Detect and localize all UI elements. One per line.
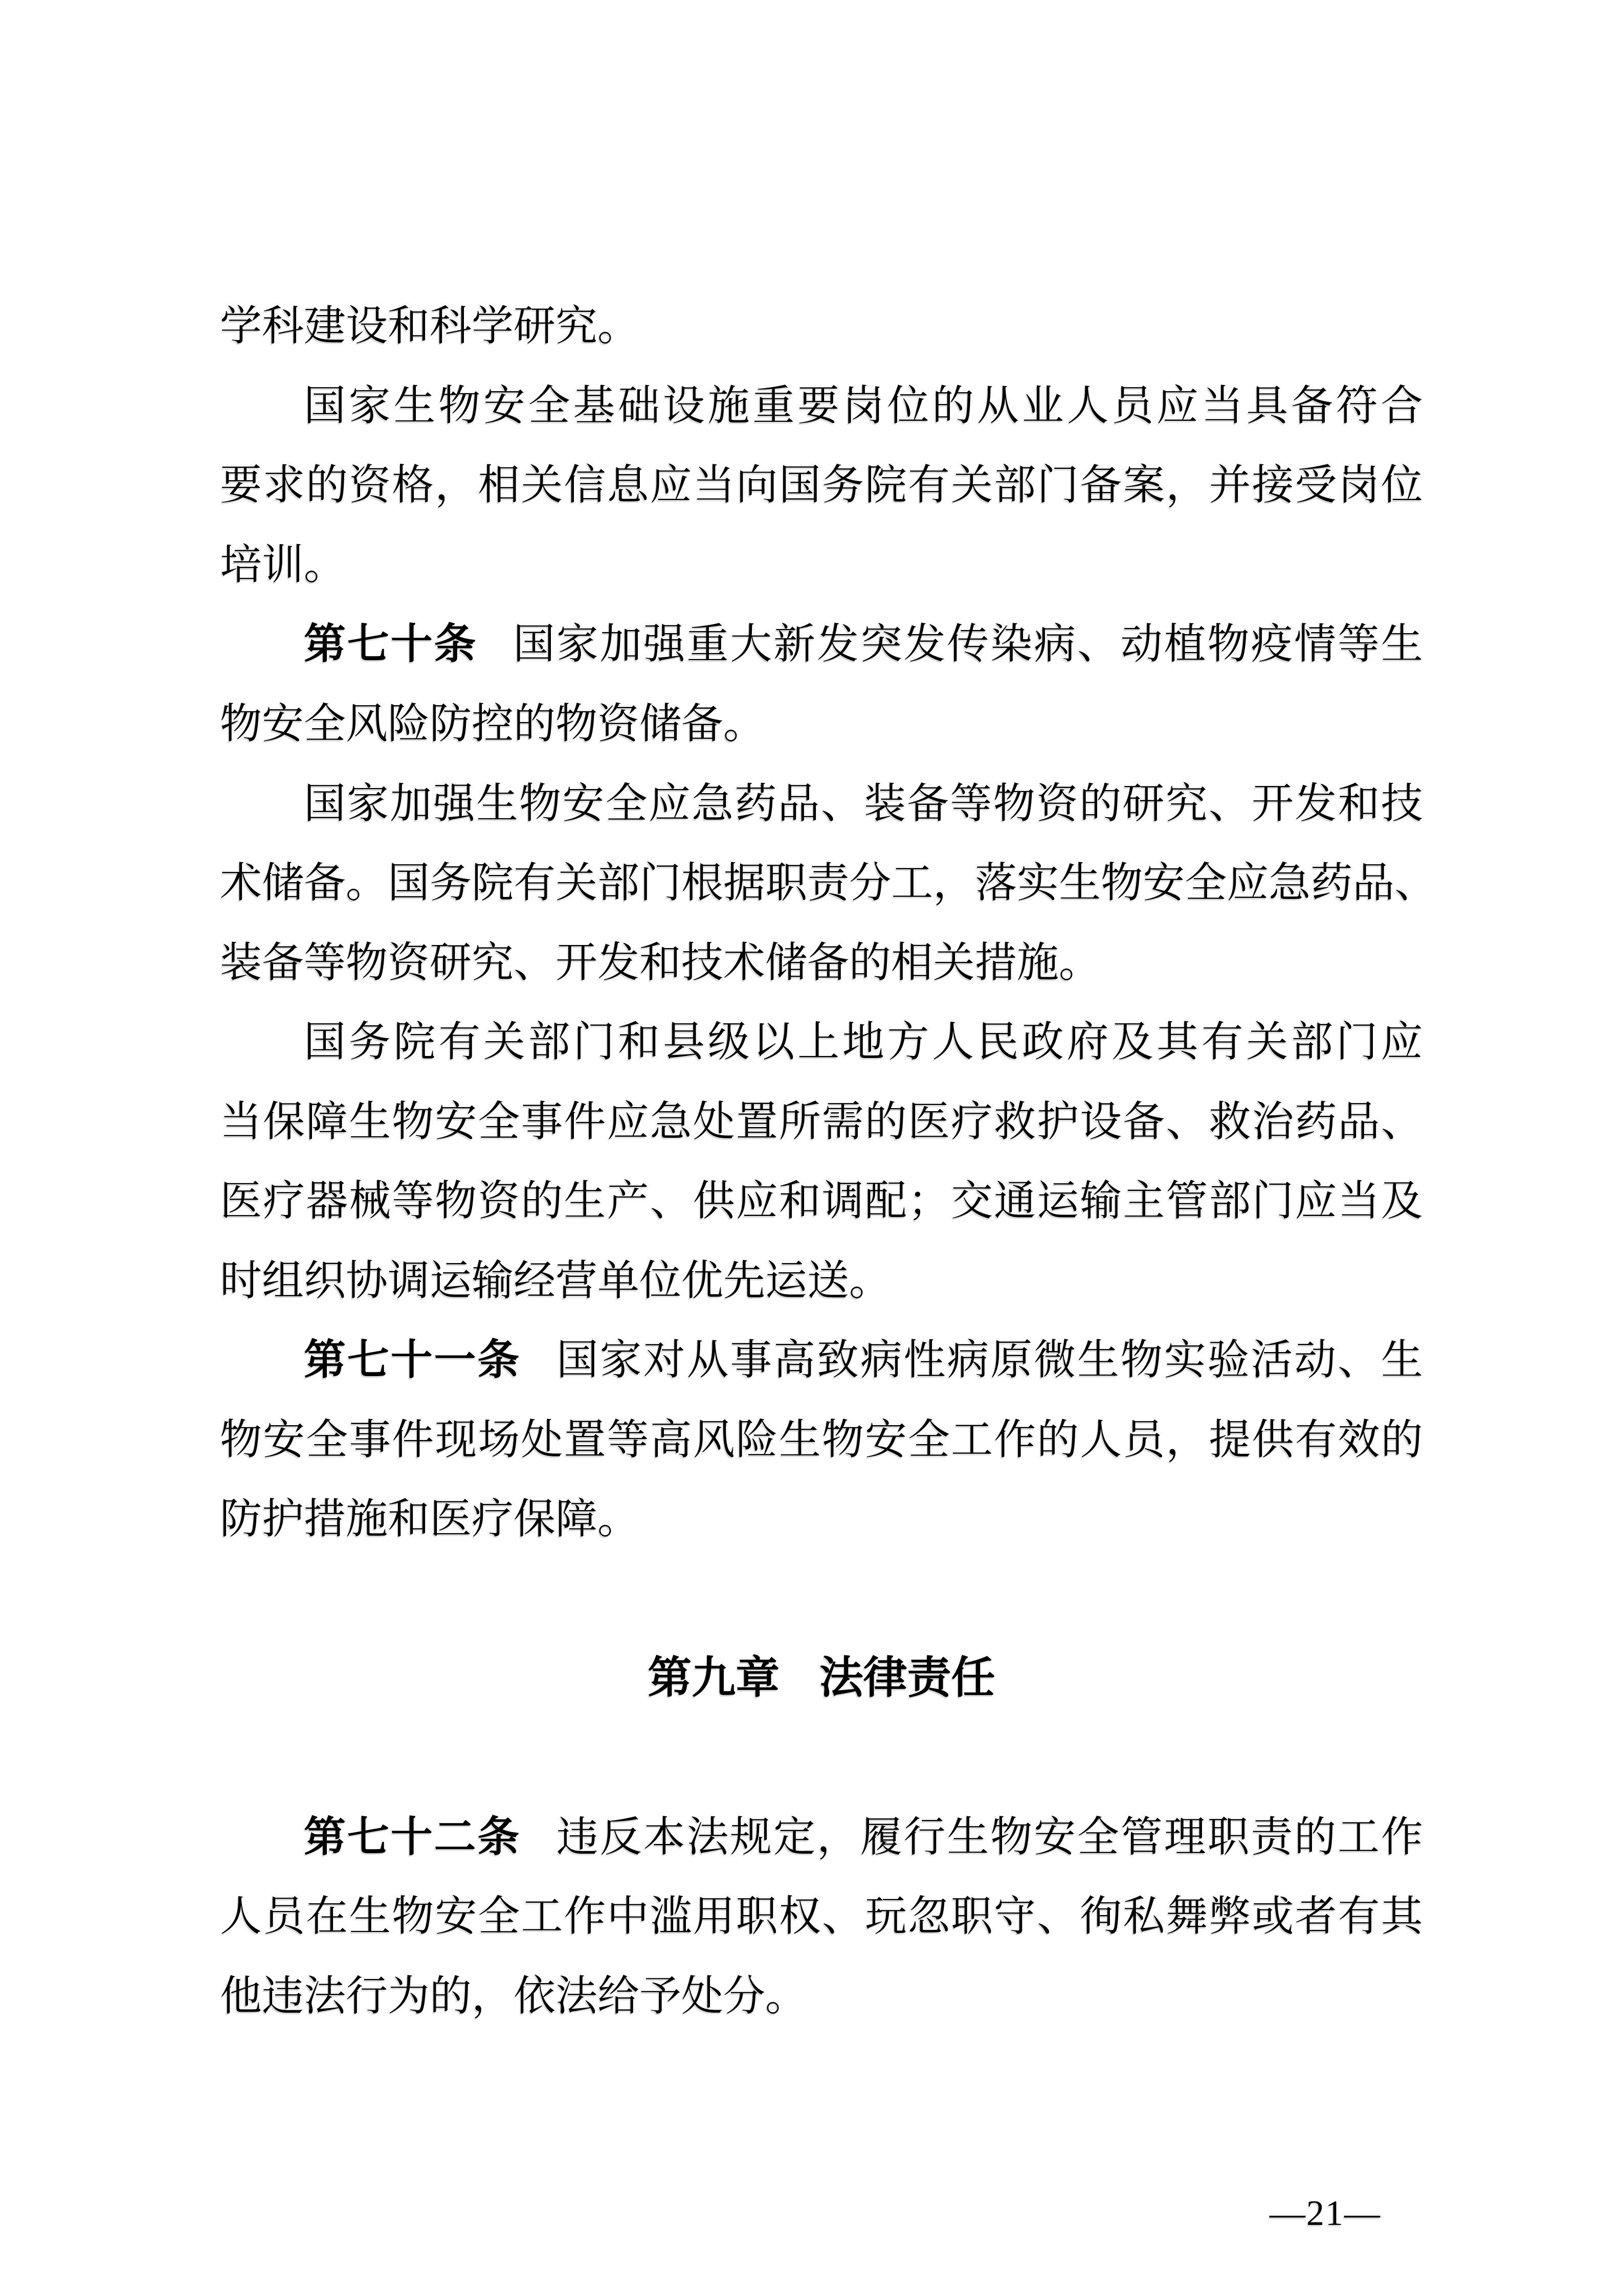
- text-line: 医 疗 器 械 等 物 资 的 生 产 、 供 应 和 调 配 ； 交 通 运 输 主 管 部 门 应 当 及: [220, 1178, 1423, 1224]
- text-run: 防护措施和医疗保障。: [220, 1496, 640, 1542]
- text-line: 国 家 生 物 安 全 基 础 设 施 重 要 岗 位 的 从 业 人 员 应 当 具 备 符 合: [304, 382, 1423, 429]
- text-line: 当 保 障 生 物 安 全 事 件 应 急 处 置 所 需 的 医 疗 救 护 设 备 、 救 治 药 品 、: [220, 1098, 1423, 1145]
- chapter-title: 法律责任: [819, 1653, 995, 1702]
- text-line: 第 七 十 一 条 国 家 对 从 事 高 致 病 性 病 原 微 生 物 实 验 活 动 、 生: [304, 1337, 1423, 1383]
- page-number: —21—: [1270, 2194, 1381, 2233]
- text-run: 学科建设和科学研究。: [220, 303, 640, 349]
- text-line: 第 七 十 条 国 家 加 强 重 大 新 发 突 发 传 染 病 、 动 植 物 疫 情 等 生: [304, 621, 1423, 667]
- text-line: 国 家 加 强 生 物 安 全 应 急 药 品 、 装 备 等 物 资 的 研 究 、 开 发 和 技: [304, 780, 1423, 827]
- text-run: 物安全风险防控的物资储备。: [220, 701, 766, 747]
- text-line: 物 安 全 事 件 现 场 处 置 等 高 风 险 生 物 安 全 工 作 的 人 员 ， 提 供 有 效 的: [220, 1416, 1423, 1463]
- text-run: 时组织协调运输经营单位优先运送。: [220, 1257, 892, 1304]
- text-line: [220, 541, 1423, 590]
- text-line: 要 求 的 资 格 ， 相 关 信 息 应 当 向 国 务 院 有 关 部 门 备 案 ， 并 接 受 岗 位: [220, 462, 1423, 508]
- text-line: [220, 1972, 1423, 2021]
- text-line: [220, 1495, 1423, 1544]
- text-line: 人 员 在 生 物 安 全 工 作 中 滥 用 职 权 、 玩 忽 职 守 、 徇 私 舞 弊 或 者 有 其: [220, 1893, 1423, 1940]
- text-run: 培训。: [220, 542, 346, 588]
- text-line: [220, 938, 1423, 988]
- text-line: [220, 700, 1423, 749]
- text-run: 装备等物资研究、开发和技术储备的相关措施。: [220, 939, 1101, 986]
- text-line: 国 务 院 有 关 部 门 和 县 级 以 上 地 方 人 民 政 府 及 其 有 关 部 门 应: [304, 1019, 1423, 1065]
- text-line: 第 七 十 二 条 违 反 本 法 规 定 ， 履 行 生 物 安 全 管 理 职 责 的 工 作: [304, 1814, 1423, 1860]
- text-run: 他违法行为的，依法给予处分。: [220, 1973, 808, 2019]
- text-line: [220, 302, 1423, 351]
- chapter-heading: [220, 1652, 1423, 1704]
- text-line: 术 储 备 。 国 务 院 有 关 部 门 根 据 职 责 分 工 ， 落 实 生 物 安 全 应 急 药 品 、: [220, 860, 1437, 906]
- chapter-number: 第九章: [648, 1653, 780, 1702]
- text-line: [220, 1256, 1423, 1306]
